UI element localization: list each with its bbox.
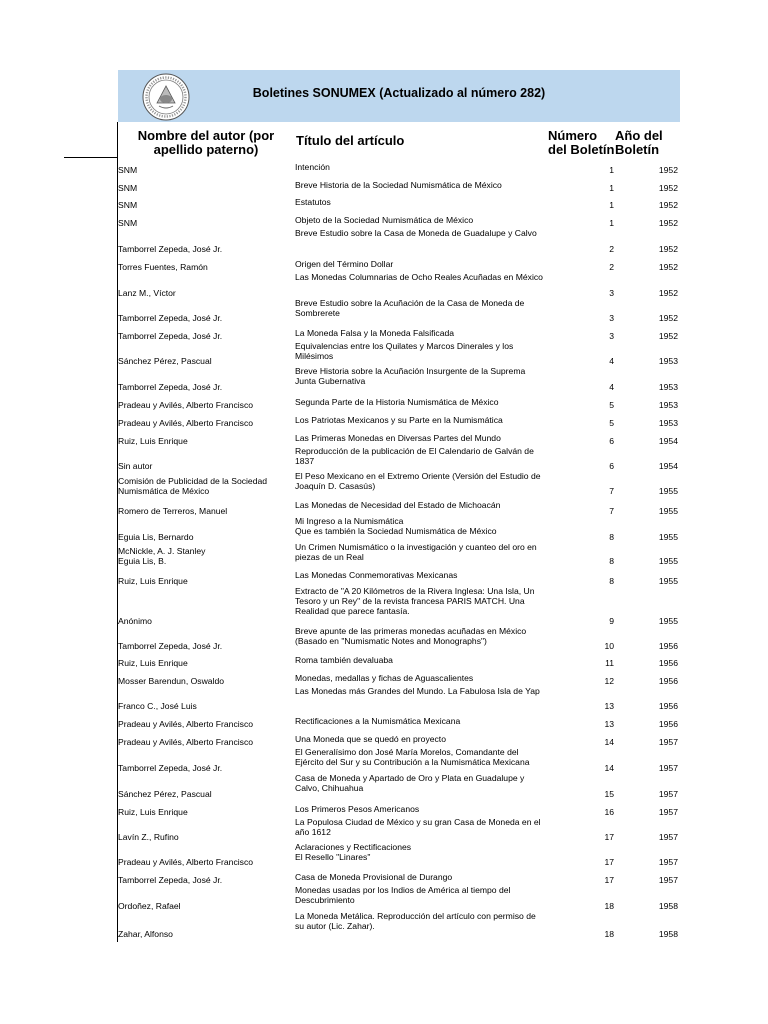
title-cell: La Moneda Falsa y la Moneda Falsificada [295,328,455,338]
author-cell: Tamborrel Zepeda, José Jr. [118,641,223,651]
author-cell: Ruiz, Luis Enrique [118,807,188,817]
number-cell: 16 [604,807,614,817]
author-cell: Torres Fuentes, Ramón [118,262,208,272]
year-cell: 1953 [658,418,678,428]
number-cell: 9 [609,616,614,626]
title-cell: Reproducción de la publicación de El Calendario de Galván de 1837 [295,446,534,466]
title-cell: Las Monedas Conmemorativas Mexicanas [295,570,458,580]
year-cell: 1953 [658,356,678,366]
table-row [0,542,768,566]
title-cell: Roma también devaluaba [295,655,393,665]
year-cell: 1957 [658,789,678,799]
number-cell: 2 [609,262,614,272]
table-row [0,516,768,542]
table-row [0,158,768,175]
author-cell: Lavín Z., Rufino [118,832,179,842]
column-header-author: Nombre del autor (por apellido paterno) [137,128,275,157]
author-cell: Tamborrel Zepeda, José Jr. [118,313,223,323]
number-cell: 12 [604,676,614,686]
number-cell: 4 [609,356,614,366]
title-cell: La Populosa Ciudad de México y su gran Casa de Moneda en el año 1612 [295,817,541,837]
year-cell: 1956 [658,641,678,651]
number-cell: 7 [609,486,614,496]
author-cell: Franco C., José Luis [118,701,197,711]
table-row [0,175,768,193]
year-cell: 1955 [658,576,678,586]
year-cell: 1955 [658,486,678,496]
author-cell: Romero de Terreros, Manuel [118,506,228,516]
title-cell: Intención [295,162,330,172]
table-row [0,193,768,210]
author-cell: McNickle, A. J. Stanley Eguia Lis, B. [118,546,206,566]
author-cell: SNM [118,165,138,175]
number-cell: 6 [609,461,614,471]
table-row [0,626,768,651]
year-cell: 1952 [658,200,678,210]
number-cell: 18 [604,929,614,939]
author-cell: Pradeau y Avilés, Alberto Francisco [118,719,254,729]
title-cell: La Moneda Metálica. Reproducción del artículo con permiso de su autor (Lic. Zahar). [295,911,536,931]
author-cell: Ordoñez, Rafael [118,901,181,911]
year-cell: 1957 [658,857,678,867]
title-cell: Casa de Moneda Provisional de Durango [295,872,453,882]
title-cell: Extracto de "A 20 Kilómetros de la Rivera Inglesa: Una Isla, Un Tesoro y un Rey" de la revista francesa PARIS MATCH. Una Realidad que parece fantasía. [295,586,535,616]
author-cell: Tamborrel Zepeda, José Jr. [118,331,223,341]
title-cell: Equivalencias entre los Quilates y Marcos Dinerales y los Milésimos [295,341,514,361]
author-cell: Anónimo [118,616,152,626]
column-header-number: Número del Boletín [548,128,615,157]
author-cell: Lanz M., Víctor [118,288,176,298]
table-row [0,711,768,729]
author-cell: Comisión de Publicidad de la Sociedad Numismática de México [118,476,268,496]
year-cell: 1955 [658,506,678,516]
number-cell: 1 [609,200,614,210]
number-cell: 13 [604,701,614,711]
table-row [0,272,768,298]
number-cell: 18 [604,901,614,911]
number-cell: 10 [604,641,614,651]
number-cell: 14 [604,737,614,747]
table-row [0,210,768,228]
author-cell: Ruiz, Luis Enrique [118,436,188,446]
title-cell: Breve apunte de las primeras monedas acuñadas en México (Basado en "Numismatic Notes and Monographs") [295,626,527,646]
number-cell: 3 [609,313,614,323]
year-cell: 1956 [658,701,678,711]
number-cell: 7 [609,506,614,516]
year-cell: 1952 [658,288,678,298]
table-row [0,228,768,254]
title-cell: El Generalísimo don José María Morelos, Comandante del Ejército del Sur y su Contribución a la Numismática Mexicana [295,747,530,767]
title-cell: Un Crimen Numismático o la investigación y cuanteo del oro en piezas de un Real [295,542,537,562]
table-row [0,668,768,686]
number-cell: 8 [609,556,614,566]
table-row [0,817,768,842]
year-cell: 1956 [658,658,678,668]
year-cell: 1957 [658,875,678,885]
title-cell: El Peso Mexicano en el Extremo Oriente (Versión del Estudio de Joaquín D. Casasús) [295,471,541,491]
year-cell: 1955 [658,532,678,542]
author-cell: SNM [118,183,138,193]
year-cell: 1958 [658,901,678,911]
title-cell: Objeto de la Sociedad Numismática de México [295,215,474,225]
table-row [0,471,768,496]
number-cell: 13 [604,719,614,729]
column-header-year: Año del Boletín [615,128,663,157]
number-cell: 8 [609,532,614,542]
title-cell: Una Moneda que se quedó en proyecto [295,734,446,744]
author-cell: SNM [118,200,138,210]
author-cell: Ruiz, Luis Enrique [118,576,188,586]
author-cell: Pradeau y Avilés, Alberto Francisco [118,737,254,747]
title-cell: Origen del Término Dollar [295,259,394,269]
number-cell: 4 [609,382,614,392]
number-cell: 17 [604,857,614,867]
number-cell: 3 [609,331,614,341]
title-cell: Las Monedas Columnarias de Ocho Reales Acuñadas en México [295,272,543,282]
title-cell: Las Monedas más Grandes del Mundo. La Fabulosa Isla de Yap [295,686,540,696]
year-cell: 1952 [658,218,678,228]
author-cell: Tamborrel Zepeda, José Jr. [118,875,223,885]
year-cell: 1953 [658,400,678,410]
author-cell: Pradeau y Avilés, Alberto Francisco [118,857,254,867]
title-cell: Las Monedas de Necesidad del Estado de Michoacán [295,500,501,510]
title-cell: Breve Estudio sobre la Acuñación de la Casa de Moneda de Sombrerete [295,298,525,318]
number-cell: 1 [609,183,614,193]
table-row [0,298,768,323]
table-row [0,651,768,668]
number-cell: 3 [609,288,614,298]
year-cell: 1956 [658,676,678,686]
column-header-title: Título del artículo [296,133,405,148]
table-row [0,773,768,799]
year-cell: 1952 [658,331,678,341]
year-cell: 1955 [658,616,678,626]
title-cell: Casa de Moneda y Apartado de Oro y Plata en Guadalupe y Calvo, Chihuahua [295,773,525,793]
number-cell: 5 [609,418,614,428]
number-cell: 6 [609,436,614,446]
table-row [0,867,768,885]
author-cell: Sánchez Pérez, Pascual [118,356,212,366]
year-cell: 1958 [658,929,678,939]
year-cell: 1953 [658,382,678,392]
author-cell: Tamborrel Zepeda, José Jr. [118,763,223,773]
title-cell: Los Patriotas Mexicanos y su Parte en la Numismática [295,415,503,425]
table-row [0,729,768,747]
table-row [0,911,768,939]
year-cell: 1954 [658,461,678,471]
table-row [0,254,768,272]
author-cell: Mosser Barendun, Oswaldo [118,676,225,686]
year-cell: 1952 [658,183,678,193]
year-cell: 1952 [658,244,678,254]
number-cell: 5 [609,400,614,410]
number-cell: 15 [604,789,614,799]
title-cell: Breve Historia sobre la Acuñación Insurgente de la Suprema Junta Gubernativa [295,366,526,386]
table-row [0,366,768,392]
title-cell: Aclaraciones y Rectificaciones El Resello "Linares" [295,842,412,862]
title-cell: Las Primeras Monedas en Diversas Partes del Mundo [295,433,501,443]
table-row [0,446,768,471]
year-cell: 1954 [658,436,678,446]
table-row [0,747,768,773]
year-cell: 1956 [658,719,678,729]
table-row [0,885,768,911]
table-row [0,799,768,817]
table-row [0,392,768,410]
title-cell: Monedas, medallas y fichas de Aguascalientes [295,673,474,683]
year-cell: 1952 [658,262,678,272]
table-row [0,323,768,341]
year-cell: 1957 [658,832,678,842]
title-cell: Estatutos [295,197,331,207]
number-cell: 17 [604,875,614,885]
number-cell: 8 [609,576,614,586]
year-cell: 1952 [658,313,678,323]
title-cell: Los Primeros Pesos Americanos [295,804,420,814]
title-cell: Monedas usadas por los Indios de América al tiempo del Descubrimiento [295,885,511,905]
author-cell: Tamborrel Zepeda, José Jr. [118,382,223,392]
year-cell: 1957 [658,737,678,747]
author-cell: Sin autor [118,461,153,471]
table-row [0,586,768,626]
number-cell: 14 [604,763,614,773]
table-row [0,842,768,867]
table-row [0,428,768,446]
year-cell: 1957 [658,763,678,773]
page-title: Boletines SONUMEX (Actualizado al número 282) [252,86,546,100]
author-cell: Ruiz, Luis Enrique [118,658,188,668]
author-cell: Pradeau y Avilés, Alberto Francisco [118,400,254,410]
table-row [0,410,768,428]
number-cell: 1 [609,165,614,175]
title-cell: Breve Estudio sobre la Casa de Moneda de Guadalupe y Calvo [295,228,537,238]
year-cell: 1957 [658,807,678,817]
number-cell: 2 [609,244,614,254]
table-row [0,566,768,586]
title-cell: Segunda Parte de la Historia Numismática de México [295,397,499,407]
title-cell: Mi Ingreso a la Numismática Que es también la Sociedad Numismática de México [295,516,497,536]
author-cell: Sánchez Pérez, Pascual [118,789,212,799]
author-cell: Tamborrel Zepeda, José Jr. [118,244,223,254]
title-cell: Breve Historia de la Sociedad Numismática de México [295,180,502,190]
table-row [0,686,768,711]
year-cell: 1952 [658,165,678,175]
author-cell: Pradeau y Avilés, Alberto Francisco [118,418,254,428]
number-cell: 1 [609,218,614,228]
author-cell: Zahar, Alfonso [118,929,173,939]
title-cell: Rectificaciones a la Numismática Mexicana [295,716,461,726]
number-cell: 11 [605,658,614,668]
author-cell: Eguia Lis, Bernardo [118,532,194,542]
number-cell: 17 [604,832,614,842]
year-cell: 1955 [658,556,678,566]
table-row [0,341,768,366]
table-row [0,496,768,516]
author-cell: SNM [118,218,138,228]
